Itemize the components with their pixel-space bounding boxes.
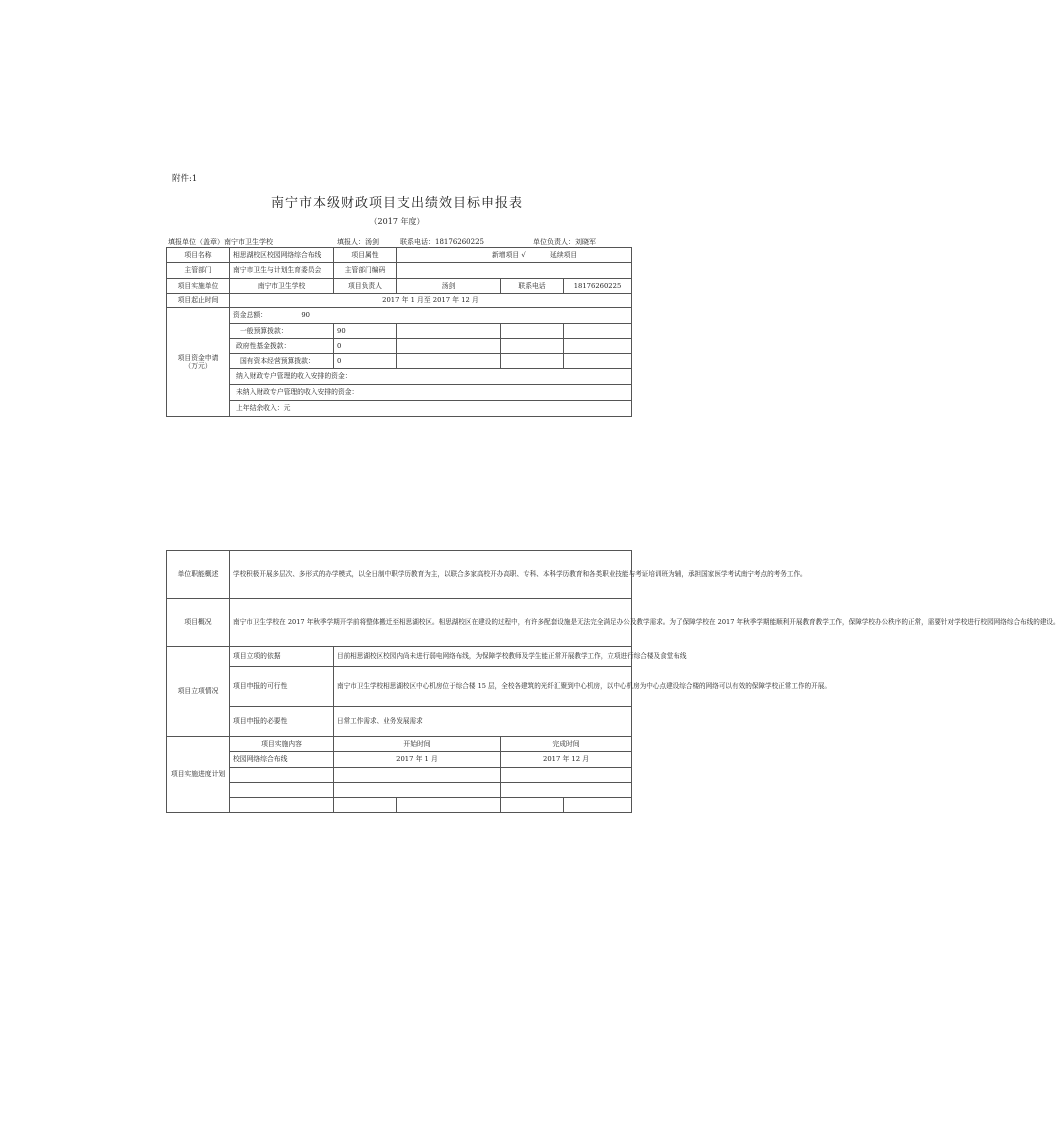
- row4-cell-2: [334, 798, 397, 813]
- total-value: 90: [301, 311, 310, 320]
- continued-project-option: 延续项目: [550, 250, 578, 259]
- fill-unit: 填报单位（盖章）南宁市卫生学校: [168, 238, 273, 246]
- duty-text: 学校积极开展多层次、多形式的办学模式，以全日制中职学历教育为主，以联合多家高校开办高职、专科、本科学历教育和各类职业技能与考证培训班为辅，承担国家医学考试南宁考点的考务工作。: [230, 551, 632, 599]
- fund-cell-3: [397, 339, 501, 354]
- row4-cell-4: [501, 798, 564, 813]
- need-label: 项目申报的必要性: [230, 707, 334, 737]
- row4-cell-5: [564, 798, 632, 813]
- project-detail-table: [166, 550, 1060, 813]
- special-out-label: 未纳入财政专户管理的收入安排的资金：: [230, 385, 632, 401]
- basis-text: 目前相思湖校区校园内尚未进行弱电网络布线，为保障学校教师及学生能正常开展教学工作，立项进行综合楼及食堂布线: [334, 647, 632, 667]
- need-text: 日常工作需求、业务发展需求: [334, 707, 632, 737]
- row2-start: [334, 768, 501, 783]
- contact: 18176260225: [564, 279, 632, 294]
- contact-label: 联系电话: [501, 279, 564, 294]
- project-name-label: 项目名称: [167, 248, 230, 263]
- fund-cell-4: [501, 339, 564, 354]
- attachment-label: 附件:1: [172, 174, 198, 184]
- total-funds: [230, 308, 632, 324]
- person-label: 项目负责人: [334, 279, 397, 294]
- person: 汤剑: [397, 279, 501, 294]
- fund-value: 0: [334, 339, 397, 354]
- dept-label: 主管部门: [167, 263, 230, 279]
- state-value: 0: [334, 354, 397, 369]
- impl-unit: 南宁市卫生学校: [230, 279, 334, 294]
- budget-cell-3: [397, 324, 501, 339]
- overview-label: 项目概况: [167, 599, 230, 647]
- fund-cell-5: [564, 339, 632, 354]
- overview-text: 南宁市卫生学校在 2017 年秋季学期开学前将整体搬迁至相思湖校区。相思湖校区在建设的过程中，有许多配套设施是无法完全满足办公及教学需求。为了保障学校在 2017 年秋季学期能顺利开展教育教学工作，保障学校办公秩序的正常，需要针对学校进行校园网络综合布线的建设。: [230, 599, 632, 647]
- new-project-option: 新增项目 √: [492, 250, 526, 259]
- col-content: 项目实施内容: [230, 737, 334, 752]
- state-label: 国有资本经营预算拨款：: [230, 354, 334, 369]
- setup-label: 项目立项情况: [167, 647, 230, 737]
- row2-content: [230, 768, 334, 783]
- dept-code-label: 主管部门编码: [334, 263, 397, 279]
- row1-end: 2017 年 12 月: [501, 752, 632, 768]
- dept-code: [397, 263, 632, 279]
- impl-unit-label: 项目实施单位: [167, 279, 230, 294]
- filler: 填报人：汤剑: [337, 238, 379, 246]
- project-attr-label: 项目属性: [334, 248, 397, 263]
- row4-cell-3: [397, 798, 501, 813]
- state-cell-3: [397, 354, 501, 369]
- row3-start: [334, 783, 501, 798]
- feas-label: 项目申报的可行性: [230, 667, 334, 707]
- filler-phone: 联系电话：18176260225: [400, 238, 484, 246]
- feas-text: 南宁市卫生学校相思湖校区中心机房位于综合楼 15 层，全校各建筑的光纤汇聚到中心机房，以中心机房为中心点建设综合楼的网络可以有效的保障学校正常工作的开展。: [334, 667, 632, 707]
- unit-head: 单位负责人：刘晓军: [533, 238, 596, 246]
- page-title: 南宁市本级财政项目支出绩效目标申报表: [270, 196, 523, 211]
- special-in-label: 纳入财政专户管理的收入安排的资金：: [230, 369, 632, 385]
- funds-label: 项目资金申请 （万元）: [167, 308, 230, 417]
- state-cell-4: [501, 354, 564, 369]
- budget-label: 一般预算拨款：: [230, 324, 334, 339]
- row4-cell-1: [230, 798, 334, 813]
- carryover-label: 上年结余收入：元: [230, 401, 632, 417]
- report-year: （2017 年度）: [369, 217, 425, 226]
- col-start: 开始时间: [334, 737, 501, 752]
- duty-label: 单位职能概述: [167, 551, 230, 599]
- budget-value: 90: [334, 324, 397, 339]
- basis-label: 项目立项的依据: [230, 647, 334, 667]
- dept-name: 南宁市卫生与计划生育委员会: [230, 263, 334, 279]
- project-info-table: [166, 247, 632, 417]
- budget-cell-4: [501, 324, 564, 339]
- plan-label: 项目实施进度计划: [167, 737, 230, 813]
- fund-label: 政府性基金拨款：: [230, 339, 334, 354]
- row1-content: 校园网络综合布线: [230, 752, 334, 768]
- row1-start: 2017 年 1 月: [334, 752, 501, 768]
- row3-end: [501, 783, 632, 798]
- project-attr: [397, 248, 632, 263]
- project-name: 相思湖校区校园网络综合布线: [230, 248, 334, 263]
- period-label: 项目起止时间: [167, 294, 230, 308]
- state-cell-5: [564, 354, 632, 369]
- row2-end: [501, 768, 632, 783]
- total-label: 资金总额：: [233, 311, 267, 320]
- row3-content: [230, 783, 334, 798]
- period: 2017 年 1 月至 2017 年 12 月: [230, 294, 632, 308]
- budget-cell-5: [564, 324, 632, 339]
- col-end: 完成时间: [501, 737, 632, 752]
